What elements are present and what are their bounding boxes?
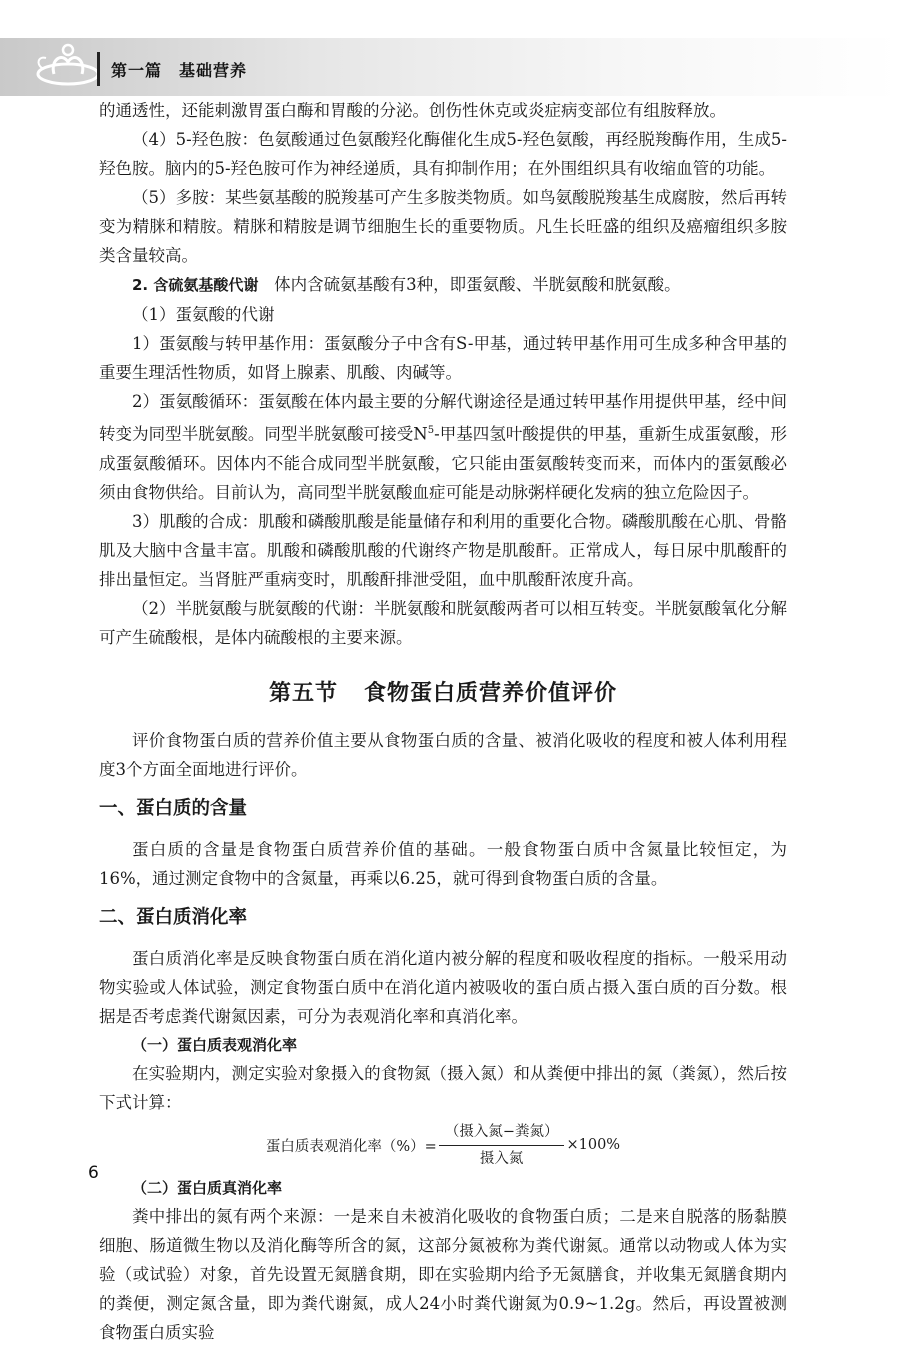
paragraph-polyamine: （5）多胺：某些氨基酸的脱羧基可产生多胺类物质。如鸟氨酸脱羧基生成腐胺，然后再转变为精脒和精胺。精脒和精胺是调节细胞生长的重要物质。凡生长旺盛的组织及癌瘤组织多胺类含量较高。 <box>99 188 787 265</box>
paragraph-digestibility: 蛋白质消化率是反映食物蛋白质在消化道内被分解的程度和吸收程度的指标。一般采用动物实验或人体试验，测定食物蛋白质中在消化道内被吸收的蛋白质占摄入蛋白质的百分数。根据是否考虑粪代谢氮因素，可分为表观消化率和真消化率。 <box>99 948 787 1026</box>
paragraph-serotonin: （4）5-羟色胺：色氨酸通过色氨酸羟化酶催化生成5-羟色氨酸，再经脱羧酶作用，生成5-羟色胺。脑内的5-羟色胺可作为神经递质，具有抑制作用；在外围组织具有收缩血管的功能。 <box>99 130 787 178</box>
superscript: 5 <box>427 425 435 436</box>
heading-true-digestibility: （二）蛋白质真消化率 <box>132 1178 283 1197</box>
heading-digestibility: 二、蛋白质消化率 <box>99 906 248 928</box>
page-number: 6 <box>88 1163 99 1183</box>
sulfur-label: 2. 含硫氨基酸代谢 <box>132 276 259 294</box>
formula-apparent-digestibility <box>99 1121 787 1170</box>
heading-protein-content: 一、蛋白质的含量 <box>99 797 248 819</box>
formula-fraction <box>439 1121 565 1170</box>
paragraph-histamine: 的通透性，还能刺激胃蛋白酶和胃酸的分泌。创伤性休克或炎症病变部位有组胺释放。 <box>99 101 726 120</box>
page-body <box>99 96 787 1347</box>
header-divider <box>97 52 100 86</box>
paragraph-methionine-cycle <box>99 387 787 507</box>
heading-apparent-digestibility: （一）蛋白质表观消化率 <box>132 1035 298 1054</box>
paragraph-methyl-transfer: 1）蛋氨酸与转甲基作用：蛋氨酸分子中含有S-甲基，通过转甲基作用可生成多种含甲基的重要生理活性物质，如肾上腺素、肌酸、肉碱等。 <box>99 334 787 382</box>
paragraph-sulfur-amino-acids <box>99 270 787 300</box>
formula-left: 蛋白质表观消化率（%）= <box>265 1138 437 1155</box>
section-intro: 评价食物蛋白质的营养价值主要从食物蛋白质的含量、被消化吸收的程度和被人体利用程度3个方面全面地进行评价。 <box>99 730 787 779</box>
formula-right: ×100% <box>566 1137 621 1153</box>
section-title: 食物蛋白质营养价值评价 <box>364 679 618 706</box>
formula-numerator: （摄入氮−粪氮） <box>439 1121 565 1146</box>
section-number: 第五节 <box>268 679 338 706</box>
formula-denominator: 摄入氮 <box>479 1150 524 1167</box>
paragraph-protein-content: 蛋白质的含量是食物蛋白质营养价值的基础。一般食物蛋白质中含氮量比较恒定，为16%，通过测定食物中的含氮量，再乘以6.25，就可得到食物蛋白质的含量。 <box>99 839 787 888</box>
methionine-heading: （1）蛋氨酸的代谢 <box>132 305 275 324</box>
methionine-cycle-part2: -甲基四氢叶酸提供的甲基，重新生成蛋氨酸，形成蛋氨酸循环。因体内不能合成同型半胱氨酸，它只能由蛋氨酸转变而来，而体内的蛋氨酸必须由食物供给。目前认为，高同型半胱氨酸血症可能是动脉粥样硬化发病的独立危险因子。 <box>99 424 787 502</box>
paragraph-creatine: 3）肌酸的合成：肌酸和磷酸肌酸是能量储存和利用的重要化合物。磷酸肌酸在心肌、骨骼肌及大脑中含量丰富。肌酸和磷酸肌酸的代谢终产物是肌酸酐。正常成人，每日尿中肌酸酐的排出量恒定。当肾脏严重病变时，肌酸酐排泄受阻，血中肌酸酐浓度升高。 <box>99 511 787 589</box>
chapter-title: 第一篇 基础营养 <box>111 61 248 80</box>
section-heading <box>99 676 787 710</box>
logo-icon <box>28 38 108 90</box>
page-header <box>0 0 900 95</box>
paragraph-true-digestibility: 粪中排出的氮有两个来源：一是来自未被消化吸收的食物蛋白质；二是来自脱落的肠黏膜细胞、肠道微生物以及消化酶等所含的氮，这部分氮被称为粪代谢氮。通常以动物或人体为实验（或试验）对象，首先设置无氮膳食期，即在实验期内给予无氮膳食，并收集无氮膳食期内的粪便，测定氮含量，即为粪代谢氮，成人24小时粪代谢氮为0.9~1.2g。然后，再设置被测食物蛋白质实验 <box>99 1206 787 1342</box>
methionine-cycle-part1: 2）蛋氨酸循环：蛋氨酸在体内最主要的分解代谢途径是通过转甲基作用提供甲基，经中间转变为同型半胱氨酸。同型半胱氨酸可接受N <box>99 392 787 444</box>
paragraph-cysteine: （2）半胱氨酸与胱氨酸的代谢：半胱氨酸和胱氨酸两者可以相互转变。半胱氨酸氧化分解可产生硫酸根，是体内硫酸根的主要来源。 <box>99 598 787 647</box>
sulfur-text: 体内含硫氨基酸有3种，即蛋氨酸、半胱氨酸和胱氨酸。 <box>274 275 681 294</box>
paragraph-apparent-digestibility: 在实验期内，测定实验对象摄入的食物氮（摄入氮）和从粪便中排出的氮（粪氮），然后按下式计算： <box>99 1063 787 1112</box>
